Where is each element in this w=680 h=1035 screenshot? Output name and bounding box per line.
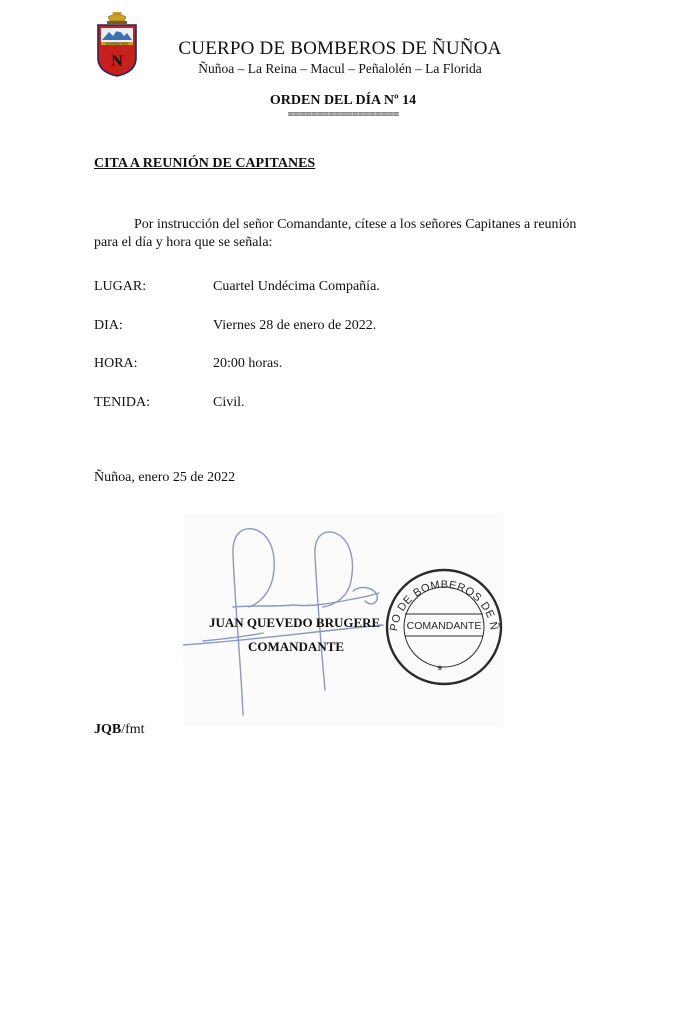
body-paragraph: Por instrucción del señor Comandante, cítese a los señores Capitanes a reunión para el día y hora que se señala: xyxy=(94,217,577,250)
detail-label-dia: DIA: xyxy=(94,318,123,333)
reference-initials xyxy=(94,722,145,738)
signatory-role: COMANDANTE xyxy=(248,639,345,654)
order-title: ORDEN DEL DÍA Nº 14 xyxy=(269,93,417,108)
detail-value-dia: Viernes 28 de enero de 2022. xyxy=(213,318,377,333)
detail-label-lugar: LUGAR: xyxy=(94,279,147,294)
detail-label-tenida: TENIDA: xyxy=(94,395,150,410)
order-title-rule: =================== xyxy=(287,107,399,121)
shield-icon xyxy=(94,10,140,78)
place-date: Ñuñoa, enero 25 de 2022 xyxy=(94,470,236,485)
fire-department-logo xyxy=(94,10,140,78)
initials-author: JQB xyxy=(94,722,122,737)
detail-label-hora: HORA: xyxy=(94,356,138,371)
signatory-name: JUAN QUEVEDO BRUGERE xyxy=(209,615,381,630)
detail-value-lugar: Cuartel Undécima Compañía. xyxy=(213,279,380,294)
logo-letter: N xyxy=(111,53,123,70)
stamp-star: * xyxy=(437,662,443,678)
stamp-ring-text: PO DE BOMBEROS DE Ñ xyxy=(388,578,500,632)
detail-value-hora: 20:00 horas. xyxy=(213,356,283,371)
org-title: CUERPO DE BOMBEROS DE ÑUÑOA xyxy=(178,38,502,59)
logo-banner-text: SALVANDO VIDAS xyxy=(105,42,129,46)
stamp-center-text: COMANDANTE xyxy=(406,620,482,632)
org-subtitle: Ñuñoa – La Reina – Macul – Peñalolén – La Florida xyxy=(198,61,482,76)
initials-typist: /fmt xyxy=(121,722,145,737)
subject-heading: CITA A REUNIÓN DE CAPITANES xyxy=(94,156,316,171)
detail-value-tenida: Civil. xyxy=(213,395,245,410)
